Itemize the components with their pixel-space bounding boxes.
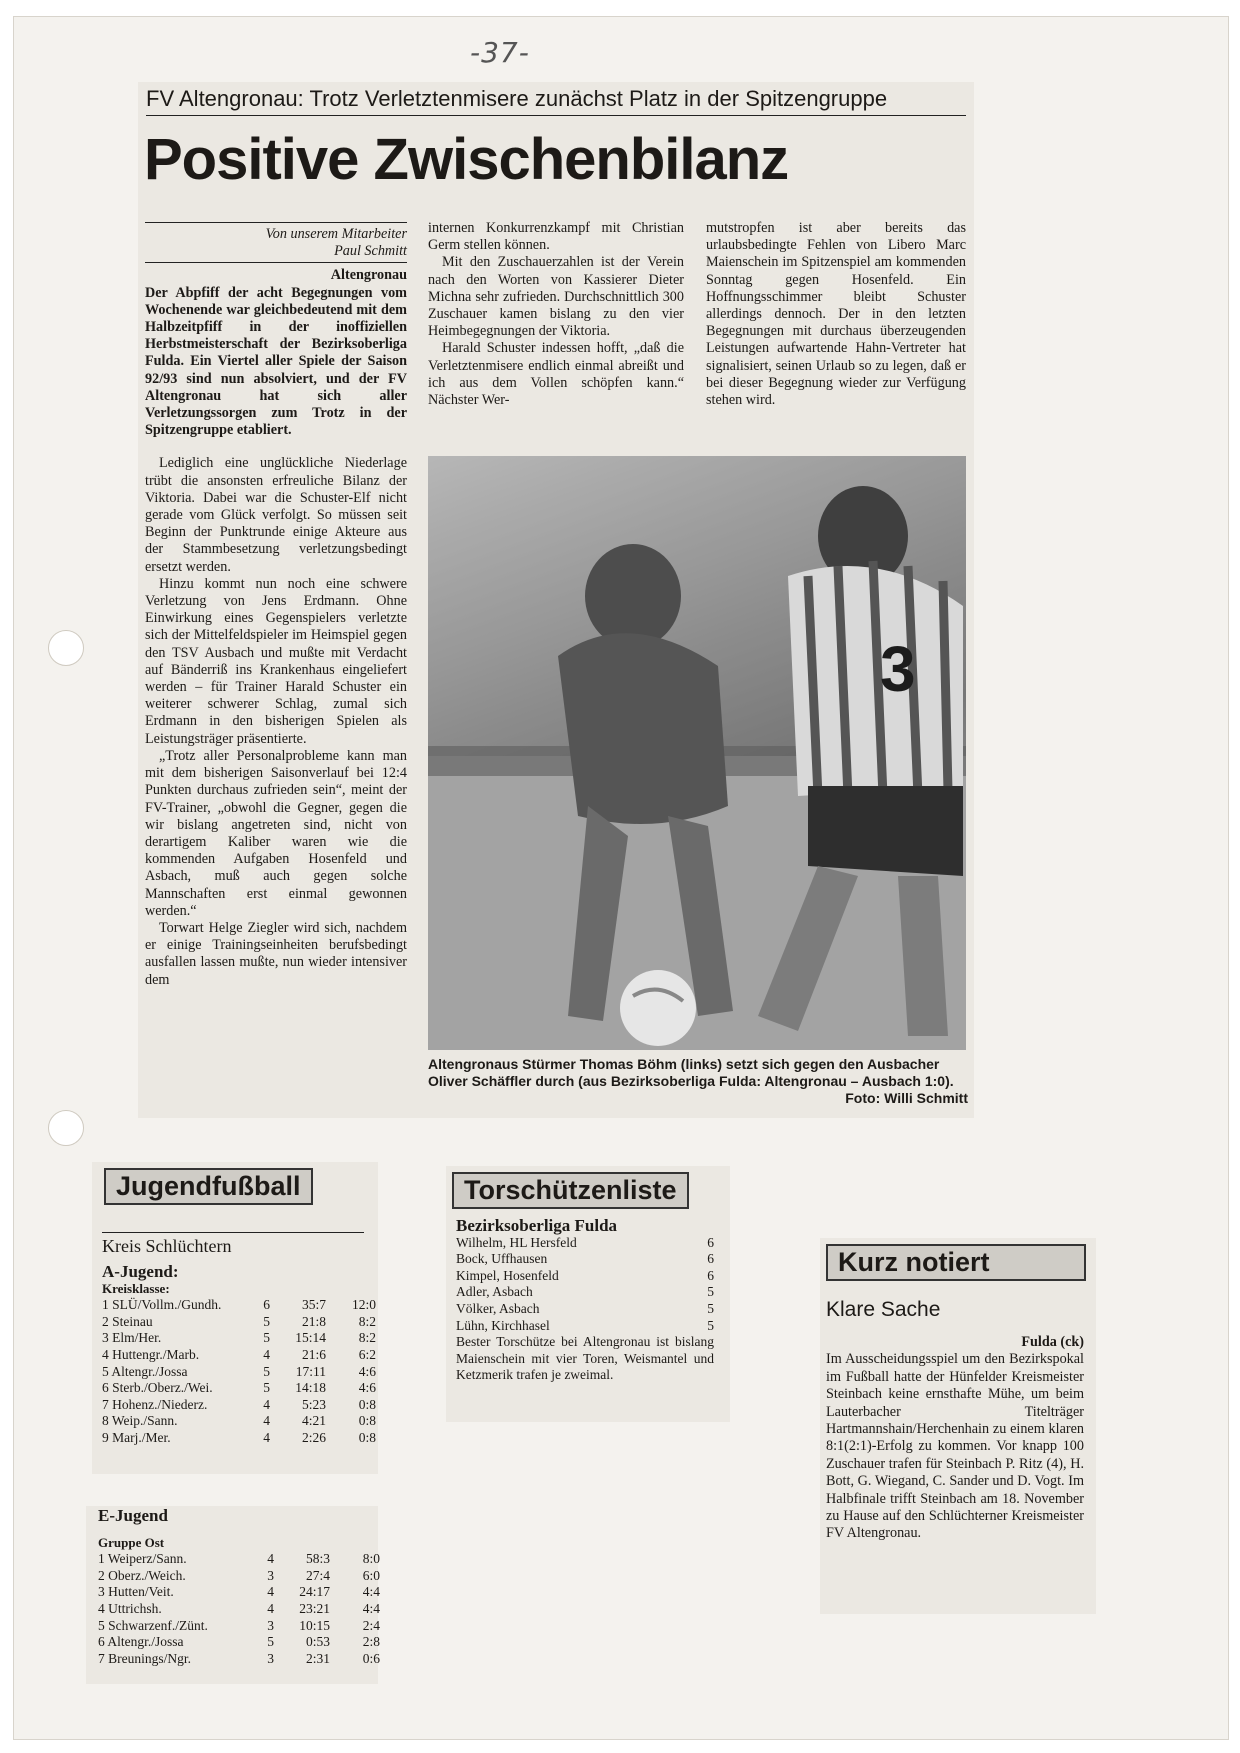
byline (145, 222, 407, 263)
e-jugend-row-cell: 4:4 (362, 1584, 380, 1600)
photo-caption (428, 1056, 968, 1107)
a-jugend-row-cell: 5 (263, 1330, 270, 1346)
scorer-row-cell: 6 (707, 1267, 714, 1283)
kurz-body: Im Ausscheidungsspiel um den Bezirkspokal im Fußball hatte der Hünfelder Kreismeister Steinbach keine ernsthafte Mühe, um beim Lauterbacher Titelträger Hartmannshain/Herchenhain zu einem klaren 8:1(2:1)-Erfolg zu kommen. Vor knapp 100 Zuschauer trafen für Steinbach P. Ritz (4), H. Bott, G. Wiegand, C. Sander und D. Vogt. Im Halbfinale trifft Steinbach am 18. November zu Hause auf den Schlüchterner Kreismeister FV Altengronau. (826, 1351, 1084, 1542)
body-paragraph: Torwart Helge Ziegler wird sich, nachdem er einige Trainingseinheiten berufsbedingt ausfallen lassen mußte, nun wieder intensiver dem (145, 919, 407, 988)
scorer-row (456, 1318, 714, 1335)
a-jugend-row-cell: 4:6 (358, 1380, 376, 1396)
a-jugend-row (102, 1364, 376, 1381)
scorer-row-cell: Bock, Uffhausen (456, 1251, 548, 1267)
e-jugend-row-cell: 23:21 (299, 1600, 330, 1616)
body-paragraph: internen Konkurrenzkampf mit Christian Germ stellen können. (428, 220, 684, 254)
article-column-1 (145, 222, 407, 989)
scorer-row-cell: Kimpel, Hosenfeld (456, 1267, 559, 1283)
e-jugend-row-cell: 3 (267, 1617, 274, 1633)
scorer-row (456, 1301, 714, 1318)
kurz-dateline: Fulda (ck) (1021, 1334, 1084, 1350)
scorer-row-cell: 5 (707, 1300, 714, 1316)
e-jugend-row-cell: 6:0 (362, 1567, 380, 1583)
e-jugend-row-cell: 0:53 (305, 1634, 330, 1650)
e-jugend-heading: E-Jugend (98, 1506, 168, 1525)
e-jugend-row-cell: 4:4 (362, 1600, 380, 1616)
a-jugend-row-cell: 1 SLÜ/Vollm./Gundh. (102, 1297, 222, 1313)
e-jugend-row (98, 1634, 380, 1651)
scorer-row (456, 1251, 714, 1268)
e-jugend-row-cell: 6 Altengr./Jossa (98, 1634, 184, 1650)
a-jugend-row-cell: 0:8 (358, 1413, 376, 1429)
a-jugend-row-cell: 35:7 (301, 1297, 326, 1313)
jugend-title: Jugendfußball (104, 1168, 313, 1205)
a-jugend-row-cell: 21:8 (301, 1313, 326, 1329)
a-jugend-row-cell: 4:6 (358, 1363, 376, 1379)
a-jugend-row (102, 1330, 376, 1347)
scorer-row (456, 1284, 714, 1301)
a-jugend-row-cell: 6 Sterb./Oberz./Wei. (102, 1380, 213, 1396)
a-jugend-row-cell: 4 Huttengr./Marb. (102, 1346, 200, 1362)
article-headline: Positive Zwischenbilanz (144, 127, 789, 192)
body-paragraph: Lediglich eine unglückliche Niederlage trübt die ansonsten erfreuliche Bilanz der Viktoria. Dabei war die Schuster-Elf nicht gerade vom Glück verfolgt. So müssen seit Beginn der Punktrunde einige Akteure aus der Stammbesetzung verletzungsbedingt ersetzt werden. (145, 455, 407, 575)
e-jugend-row-cell: 4 (267, 1600, 274, 1616)
a-jugend-row-cell: 14:18 (295, 1380, 326, 1396)
a-jugend-row-cell: 0:8 (358, 1396, 376, 1412)
page-number: -37- (470, 36, 530, 69)
body-paragraph: „Trotz aller Personalprobleme kann man mit dem bisherigen Saisonverlauf bei 12:4 Punkten durchaus zufrieden sein“, meint der FV-Trainer, „obwohl die Gegner, gegen die wir bislang angetreten sind, nicht von derartigem Kaliber waren wie die kommenden Aufgaben Hosenfeld und Asbach, muß auch gegen solche Mannschaften erst einmal gewonnen werden.“ (145, 747, 407, 919)
a-jugend-row-cell: 3 Elm/Her. (102, 1330, 162, 1346)
scorers-list (456, 1218, 714, 1384)
a-jugend-row (102, 1430, 376, 1447)
a-jugend-row-cell: 15:14 (295, 1330, 326, 1346)
a-jugend-row-cell: 8:2 (358, 1330, 376, 1346)
scorer-row-cell: 5 (707, 1284, 714, 1300)
photo-credit: Foto: Willi Schmitt (845, 1090, 968, 1106)
a-jugend-row (102, 1380, 376, 1397)
a-jugend-row-cell: 5 (263, 1380, 270, 1396)
e-jugend-row-cell: 0:6 (362, 1650, 380, 1666)
a-jugend-heading: A-Jugend: (102, 1262, 179, 1281)
scorer-row (456, 1268, 714, 1285)
e-jugend-row-cell: 7 Breunings/Ngr. (98, 1650, 191, 1666)
scorer-row-cell: Lühn, Kirchhasel (456, 1317, 550, 1333)
e-jugend-row-cell: 5 (267, 1634, 274, 1650)
e-jugend-group: Gruppe Ost (98, 1534, 165, 1550)
a-jugend-row-cell: 2:26 (301, 1429, 326, 1445)
a-jugend-table (102, 1264, 376, 1447)
e-jugend-row (98, 1551, 380, 1568)
a-jugend-league: Kreisklasse: (102, 1280, 170, 1296)
scorer-row-cell: 6 (707, 1251, 714, 1267)
e-jugend-row-cell: 3 (267, 1567, 274, 1583)
article-column-2 (428, 220, 684, 409)
a-jugend-row-cell: 4:21 (301, 1413, 326, 1429)
byline-line: Von unserem Mitarbeiter (265, 226, 407, 242)
kurz-headline: Klare Sache (826, 1298, 941, 1321)
article-photo (428, 456, 966, 1050)
a-jugend-row (102, 1347, 376, 1364)
kurz-title: Kurz notiert (826, 1244, 1086, 1281)
svg-text:3: 3 (880, 633, 916, 705)
e-jugend-row (98, 1568, 380, 1585)
a-jugend-row-cell: 2 Steinau (102, 1313, 153, 1329)
a-jugend-row-cell: 4 (263, 1396, 270, 1412)
dateline: Altengronau (330, 267, 407, 284)
a-jugend-row-cell: 21:6 (301, 1346, 326, 1362)
a-jugend-row-cell: 8 Weip./Sann. (102, 1413, 178, 1429)
scorers-league: Bezirksoberliga Fulda (456, 1216, 618, 1235)
e-jugend-row-cell: 24:17 (299, 1584, 330, 1600)
a-jugend-row-cell: 6 (263, 1297, 270, 1313)
e-jugend-row-cell: 2 Oberz./Weich. (98, 1567, 186, 1583)
a-jugend-row-cell: 5 (263, 1313, 270, 1329)
byline-author: Paul Schmitt (334, 243, 407, 260)
a-jugend-row (102, 1397, 376, 1414)
e-jugend-row-cell: 2:4 (362, 1617, 380, 1633)
scorer-row-cell: 6 (707, 1234, 714, 1250)
punch-hole (48, 1110, 84, 1146)
body-paragraph: Harald Schuster indessen hofft, „daß die Verletztenmisere endlich einmal abreißt und ich aus dem Vollen schöpfen kann.“ Nächster Wer- (428, 340, 684, 409)
a-jugend-row-cell: 8:2 (358, 1313, 376, 1329)
a-jugend-row (102, 1314, 376, 1331)
a-jugend-row-cell: 5:23 (301, 1396, 326, 1412)
e-jugend-row-cell: 3 (267, 1650, 274, 1666)
football-photo-illustration (428, 456, 966, 1050)
scorer-row (456, 1235, 714, 1252)
body-paragraph: mutstropfen ist aber bereits das urlaubsbedingte Fehlen von Libero Marc Maienschein im Spitzenspiel am kommenden Sonntag gegen Hosenfeld. Ein Hoffnungsschimmer bleibt Schuster allerdings dennoch. Der in den letzten Begegnungen mit durchaus überzeugenden Leistungen aufwartende Hahn-Vertreter hat signalisiert, seinen Urlaub so zu legen, daß er bei dieser Begegnung wieder zur Verfügung stehen wird. (706, 220, 966, 409)
e-jugend-row-cell: 10:15 (299, 1617, 330, 1633)
a-jugend-row-cell: 9 Marj./Mer. (102, 1429, 171, 1445)
e-jugend-row-cell: 4 (267, 1551, 274, 1567)
e-jugend-row-cell: 2:31 (305, 1650, 330, 1666)
scorers-note: Bester Torschütze bei Altengronau ist bislang Maienschein mit vier Toren, Weismantel und Ketzmerik trafen je zweimal. (456, 1334, 714, 1383)
e-jugend-row-cell: 2:8 (362, 1634, 380, 1650)
scorer-row-cell: 5 (707, 1317, 714, 1333)
e-jugend-table (98, 1508, 380, 1667)
a-jugend-row-cell: 6:2 (358, 1346, 376, 1362)
e-jugend-row-cell: 58:3 (305, 1551, 330, 1567)
e-jugend-row-cell: 1 Weiperz/Sann. (98, 1551, 187, 1567)
a-jugend-row (102, 1413, 376, 1430)
e-jugend-row (98, 1601, 380, 1618)
article-kicker: FV Altengronau: Trotz Verletztenmisere zunächst Platz in der Spitzengruppe (146, 86, 966, 116)
e-jugend-row (98, 1618, 380, 1635)
a-jugend-row-cell: 5 (263, 1363, 270, 1379)
e-jugend-row-cell: 8:0 (362, 1551, 380, 1567)
article-column-3 (706, 220, 966, 409)
a-jugend-row-cell: 4 (263, 1413, 270, 1429)
e-jugend-row-cell: 27:4 (305, 1567, 330, 1583)
scorers-title: Torschützenliste (452, 1172, 689, 1209)
e-jugend-row-cell: 4 (267, 1584, 274, 1600)
a-jugend-row-cell: 12:0 (351, 1297, 376, 1313)
a-jugend-row-cell: 4 (263, 1429, 270, 1445)
e-jugend-row (98, 1584, 380, 1601)
a-jugend-row-cell: 0:8 (358, 1429, 376, 1445)
scorer-row-cell: Völker, Asbach (456, 1300, 540, 1316)
scorer-row-cell: Adler, Asbach (456, 1284, 533, 1300)
caption-text: Altengronaus Stürmer Thomas Böhm (links) setzt sich gegen den Ausbacher Oliver Schäffler durch (aus Bezirksoberliga Fulda: Altengronau – Ausbach 1:0). (428, 1056, 954, 1089)
e-jugend-row-cell: 4 Uttrichsh. (98, 1600, 162, 1616)
e-jugend-row-cell: 5 Schwarzenf./Zünt. (98, 1617, 208, 1633)
body-paragraph: Hinzu kommt nun noch eine schwere Verletzung von Jens Erdmann. Ohne Einwirkung eines Gegenspielers verletzte sich der Mittelfeldspieler im Heimspiel gegen den TSV Ausbach und mußte mit Verdacht auf Bänderriß ins Krankenhaus eingeliefert werden – für Trainer Harald Schuster ein weiterer schwerer Schlag, zumal sich Erdmann in den bisherigen Spielen als Leistungsträger präsentierte. (145, 575, 407, 747)
body-paragraph: Mit den Zuschauerzahlen ist der Verein nach den Worten von Kassierer Dieter Michna sehr zufrieden. Durchschnittlich 300 Zuschauer kamen bislang zu den vier Heimbegegnungen der Viktoria. (428, 254, 684, 340)
a-jugend-row-cell: 17:11 (295, 1363, 326, 1379)
kurz-column (826, 1334, 1084, 1543)
punch-hole (48, 630, 84, 666)
e-jugend-row-cell: 3 Hutten/Veit. (98, 1584, 174, 1600)
e-jugend-row (98, 1651, 380, 1668)
scorer-row-cell: Wilhelm, HL Hersfeld (456, 1234, 577, 1250)
a-jugend-row (102, 1297, 376, 1314)
a-jugend-row-cell: 4 (263, 1346, 270, 1362)
a-jugend-row-cell: 7 Hohenz./Niederz. (102, 1396, 208, 1412)
a-jugend-row-cell: 5 Altengr./Jossa (102, 1363, 188, 1379)
lead-paragraph: Der Abpfiff der acht Begegnungen vom Wochenende war gleichbedeutend mit dem Halbzeitpfiff in der inoffiziellen Herbstmeisterschaft der Bezirksoberliga Fulda. Ein Viertel aller Spiele der Saison 92/93 sind nun absolviert, und der FV Altengronau hat sich aller Verletzungssorgen zum Trotz in der Spitzengruppe etabliert. (145, 284, 407, 439)
jugend-region: Kreis Schlüchtern (102, 1232, 364, 1257)
